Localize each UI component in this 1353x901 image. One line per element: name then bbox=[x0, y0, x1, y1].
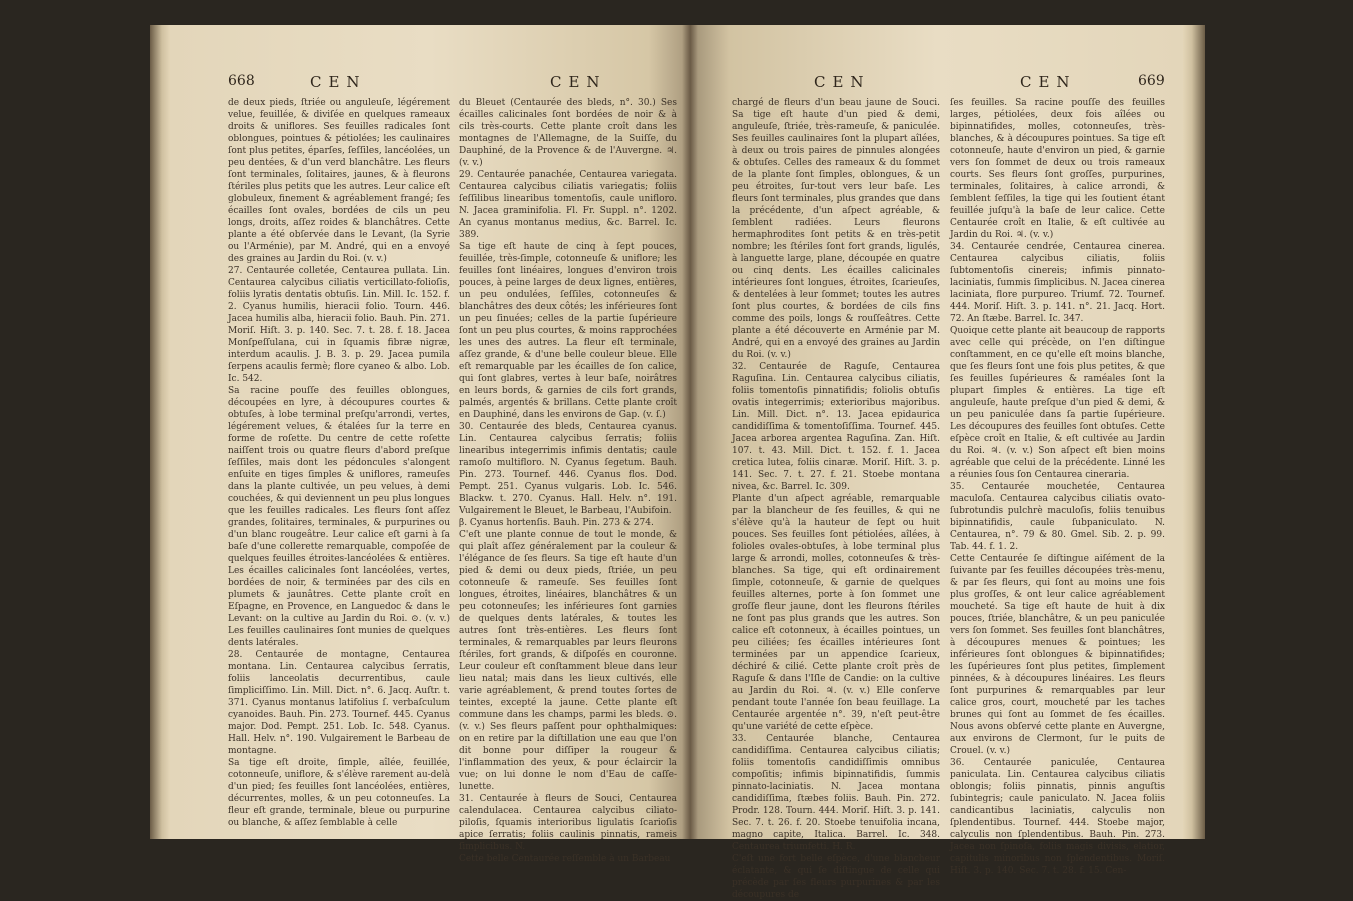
paragraph: 33. Centaurée blanche, Centaurea candidiſſima. Centaurea calycibus ciliatis; foliis tomentoſis candidiſſimis omnibus compoſitis; infimis bipinnatifidis, ſummis pinnato-laciniatis. N. Jacea montana candidiſſima, ſtæbes foliis. Bauh. Pin. 272. Prodr. 128. Tourn. 444. Moriſ. Hiſt. 3. p. 141. Sec. 7. t. 26. f. 20. Stoebe tenuifolia incana, magno capite, Italica. Barrel. Ic. 348. Centaurea triumfetti. H. R. bbox=[732, 734, 940, 852]
paragraph: Sa racine pouſſe des feuilles oblongues, découpées en lyre, à découpures courtes & obtuſes, à lobe terminal preſqu'arrondi, vertes, légérement velues, & étalées ſur la terre en forme de roſette. Du centre de cette roſette naiſſent trois ou quatre fleurs d'abord preſque ſeſſiles, mais dont les pédoncules s'alongent enſuite en tiges ſimples & uniflores, rameuſes dans la plante cultivée, un peu velues, à demi couchées, & qui deviennent un peu plus longues que les feuilles radicales. Les fleurs ſont aſſez grandes, ſolitaires, terminales, & purpurines ou d'un blanc rougeâtre. Leur calice eſt garni à ſa baſe d'une collerette remarquable, compoſée de quelques feuilles étroites-lancéolées & entières. Les écailles calicinales ſont lancéolées, vertes, bordées de noir, & terminées par des cils en plumets & jaunâtres. Cette plante croît en Eſpagne, en Provence, en Languedoc & dans le Levant: on la cultive au Jardin du Roi. ⊙. (v. v.) Les feuilles caulinaires ſont munies de quelques dents latérales. bbox=[228, 386, 450, 648]
paragraph: 32. Centaurée de Raguſe, Centaurea Raguſina. Lin. Centaurea calycibus ciliatis, foliis tomentoſis pinnatifidis; foliolis obtuſis ovatis integerrimis; exterioribus majoribus. Lin. Mill. Dict. n°. 13. Jacea epidaurica candidiſſima & tomentoſiſſima. Tournef. 445. Jacea arborea argentea Raguſina. Zan. Hiſt. 107. t. 43. Mill. Dict. t. 152. f. 1. Jacea cretica lutea, foliis cinaræ. Moriſ. Hiſt. 3. p. 141. Sec. 7. t. 27. f. 21. Stoebe montana nivea, &c. Barrel. Ic. 309. bbox=[732, 362, 940, 492]
paragraph: 31. Centaurée à fleurs de Souci, Centaurea calendulacea. Centaurea calycibus ciliato-piloſis, ſquamis interioribus ligulatis ſcarioſis apice ſerratis; foliis caulinis pinnatis, rameis ſimplicibus. N. bbox=[459, 794, 677, 852]
right-running-head-1: CEN bbox=[814, 73, 871, 91]
right-column-2 bbox=[950, 97, 1165, 876]
paragraph: chargé de fleurs d'un beau jaune de Souci. Sa tige eſt haute d'un pied & demi, anguleuſe, ſtriée, très-rameuſe, & paniculée. Ses feuilles caulinaires ſont la plupart aîlées, à deux ou trois paires de pinnules alongées & obtuſes. Celles des rameaux & du ſommet de la plante ſont ſimples, oblongues, & un peu étroites, ſur-tout vers leur baſe. Les fleurs ſont terminales, plus grandes que dans la précédente, d'un aſpect agréable, & ſemblent radiées. Leurs fleurons hermaphrodites ſont petits & en très-petit nombre; les ſtériles ſont fort grands, ligulés, à languette large, plane, découpée en quatre ou cinq dents. Les écailles calicinales intérieures ſont longues, étroites, ſcarieuſes, & dentelées à leur ſommet; toutes les autres ſont plus courtes, & bordées de cils fins comme des poils, longs & rouſſeâtres. Cette plante a été découverte en Arménie par M. André, qui en a envoyé des graines au Jardin du Roi. (v. v.) bbox=[732, 98, 940, 360]
left-page-edges bbox=[150, 25, 170, 839]
paragraph: Sa tige eſt droite, ſimple, aîlée, feuillée, cotonneuſe, uniflore, & s'élève rarement au-delà d'un pied; ſes feuilles ſont lancéolées, entières, décurrentes, molles, & un peu cotonneuſes. La fleur eſt grande, terminale, bleue ou purpurine ou blanche, & aſſez ſemblable à celle bbox=[228, 758, 450, 828]
left-column-2 bbox=[459, 97, 677, 864]
left-page-number: 668 bbox=[228, 73, 255, 89]
paragraph: 29. Centaurée panachée, Centaurea variegata. Centaurea calycibus ciliatis variegatis; foliis ſeſſilibus linearibus tomentoſis, caule unifloro. N. Jacea graminifolia. Fl. Fr. Suppl. n°. 1202. An cyanus montanus medius, &c. Barrel. Ic. 389. bbox=[459, 170, 677, 240]
right-running-head-2: CEN bbox=[1020, 73, 1077, 91]
paragraph: 35. Centaurée mouchetée, Centaurea maculoſa. Centaurea calycibus ciliatis ovato-ſubrotundis pulchrè maculoſis, foliis tenuibus bipinnatifidis, caule ſubpaniculato. N. Centaurea, n°. 79 & 80. Gmel. Sib. 2. p. 99. Tab. 44. f. 1. 2. bbox=[950, 482, 1165, 552]
left-running-head-1: CEN bbox=[310, 73, 367, 91]
right-column-1 bbox=[732, 97, 940, 900]
left-page bbox=[170, 25, 690, 864]
paragraph: Plante d'un aſpect agréable, remarquable par la blancheur de ſes feuilles, & qui ne s'élève qu'à la hauteur de ſept ou huit pouces. Ses feuilles ſont pétiolées, aîlées, à folioles ovales-obtuſes, à lobe terminal plus large & arrondi, molles, cotonneuſes & très-blanches. Sa tige, qui eſt ordinairement ſimple, cotonneuſe, & garnie de quelques feuilles alternes, porte à ſon ſommet une groſſe fleur jaune, dont les fleurons ſtériles ne ſont pas plus grands que les autres. Son calice eſt cotonneux, à écailles pointues, un peu ciliées; ſes écailles intérieures ſont terminées par un appendice ſcarieux, déchiré & cilié. Cette plante croît près de Raguſe & dans l'Iſle de Candie: on la cultive au Jardin du Roi. ♃. (v. v.) Elle conſerve pendant toute l'année ſon beau feuillage. La Centaurée argentée n°. 39, n'eſt peut-être qu'une variété de cette eſpèce. bbox=[732, 494, 940, 732]
paragraph: Cette belle Centaurée reſſemble à un Barbeau bbox=[459, 854, 671, 864]
paragraph: 30. Centaurée des bleds, Centaurea cyanus. Lin. Centaurea calycibus ſerratis; foliis linearibus integerrimis infimis dentatis; caule ramoſo multifloro. N. Cyanus ſegetum. Bauh. Pin. 273. Tournef. 446. Cyanus flos. Dod. Pempt. 251. Cyanus vulgaris. Lob. Ic. 546. Blackw. t. 270. Cyanus. Hall. Helv. n°. 191. Vulgairement le Bleuet, le Barbeau, l'Aubifoin. bbox=[459, 422, 677, 516]
right-page bbox=[690, 25, 1183, 900]
paragraph: C'eſt une fort belle eſpèce, d'une blancheur éclatante, & qui ſe diſtingue de celle qui précède par ſes fleurs purpurines & par les découpures de bbox=[732, 854, 940, 900]
paragraph: de deux pieds, ſtriée ou anguleuſe, légérement velue, feuillée, & diviſée en quelques rameaux droits & uniflores. Ses feuilles radicales ſont oblongues, pointues & pétiolées; les caulinaires ſont plus petites, éparſes, ſeſſiles, lancéolées, un peu dentées, & d'un verd blanchâtre. Les fleurs ſont terminales, ſolitaires, jaunes, & à fleurons ſtériles plus petits que les autres. Leur calice eſt globuleux, finement & agréablement frangé; ſes écailles ſont ovales, bordées de cils un peu longs, droits, aſſez roides & blanchâtres. Cette plante a été obſervée dans le Levant, (la Syrie ou l'Arménie), par M. André, qui en a envoyé des graines au Jardin du Roi. (v. v.) bbox=[228, 98, 450, 264]
left-column-1 bbox=[228, 97, 450, 855]
paragraph: 28. Centaurée de montagne, Centaurea montana. Lin. Centaurea calycibus ſerratis, foliis lanceolatis decurrentibus, caule ſimpliciſſimo. Lin. Mill. Dict. n°. 6. Jacq. Auſtr. t. 371. Cyanus montanus latifolius ſ. verbaſculum cyanoides. Bauh. Pin. 273. Tournef. 445. Cyanus major. Dod. Pempt. 251. Lob. Ic. 548. Cyanus. Hall. Helv. n°. 190. Vulgairement le Barbeau de montagne. bbox=[228, 650, 450, 756]
paragraph: β. Cyanus hortenſis. Bauh. Pin. 273 & 274. bbox=[459, 518, 654, 528]
paragraph: 36. Centaurée paniculée, Centaurea paniculata. Lin. Centaurea calycibus ciliatis oblongis; foliis pinnatis, pinnis anguſtis ſubintegris; caule paniculato. N. Jacea foliis candicantibus laciniatis, calyculis non ſplendentibus. Tournef. 444. Stoebe major, calyculis non ſplendentibus. Bauh. Pin. 273. Jacea non ſpinoſa, foliis magis divisis, elatior, capitulis minoribus non ſplendentibus. Moriſ. Hiſt. 3. p. 140. Sec. 7. t. 28. f. 15. Cen- bbox=[950, 758, 1165, 876]
right-page-edges bbox=[1183, 25, 1205, 839]
left-page-header bbox=[170, 73, 690, 93]
paragraph: 34. Centaurée cendrée, Centaurea cinerea. Centaurea calycibus ciliatis, foliis ſubtomentoſis cinereis; infimis pinnato-laciniatis, ſummis ſimplicibus. N. Jacea cinerea laciniata, flore purpureo. Triumf. 72. Tournef. 444. Moriſ. Hiſt. 3. p. 141. n°. 21. Jacq. Hort. 72. An ſtæbe. Barrel. Ic. 347. bbox=[950, 242, 1165, 324]
paragraph: du Bleuet (Centaurée des bleds, n°. 30.) Ses écailles calicinales ſont bordées de noir & à cils très-courts. Cette plante croît dans les montagnes de l'Allemagne, de la Suiſſe, du Dauphiné, de la Provence & de l'Auvergne. ♃. (v. v.) bbox=[459, 98, 677, 168]
paragraph: 27. Centaurée colletée, Centaurea pullata. Lin. Centaurea calycibus ciliatis verticillato-folioſis, foliis lyratis dentatis obtuſis. Lin. Mill. Ic. 152. f. 2. Cyanus humilis, hieracii folio. Tourn. 446. Jacea humilis alba, hieracii folio. Bauh. Pin. 271. Moriſ. Hiſt. 3. p. 140. Sec. 7. t. 28. f. 18. Jacea Monſpeſſulana, cui in ſquamis fibræ nigræ, interdum acaulis. J. B. 3. p. 29. Jacea pumila ſerpens acaulis fermè; flore cyaneo & albo. Lob. Ic. 542. bbox=[228, 266, 450, 384]
paragraph: C'eſt une plante connue de tout le monde, & qui plaît aſſez généralement par la couleur & l'élégance de ſes fleurs. Sa tige eſt haute d'un pied & demi ou deux pieds, ſtriée, un peu cotonneuſe & rameuſe. Ses feuilles ſont longues, étroites, linéaires, blanchâtres & un peu cotonneuſes; les inférieures ſont garnies de quelques dents latérales, & toutes les autres ſont très-entières. Les fleurs ſont terminales, & remarquables par leurs fleurons ſtériles, fort grands, & diſpoſés en couronne. Leur couleur eſt conſtamment bleue dans leur lieu natal; mais dans les lieux cultivés, elle varie agréablement, & prend toutes ſortes de teintes, excepté la jaune. Cette plante eſt commune dans les champs, parmi les bleds. ⊙. (v. v.) Ses fleurs paſſent pour ophthalmiques: on en retire par la diſtillation une eau que l'on dit bonne pour diſſiper la rougeur & l'inflammation des yeux, & pour éclaircir la vue; on lui donne le nom d'Eau de caſſe-lunette. bbox=[459, 530, 677, 792]
left-running-head-2: CEN bbox=[550, 73, 607, 91]
right-page-header bbox=[690, 73, 1183, 93]
paragraph: ſes feuilles. Sa racine pouſſe des feuilles larges, pétiolées, deux fois aîlées ou bipinnatifides, molles, cotonneuſes, très-blanches, & à découpures pointues. Sa tige eſt cotonneuſe, haute d'environ un pied, & garnie vers ſon ſommet de deux ou trois rameaux courts. Ses fleurs ſont groſſes, purpurines, terminales, ſolitaires, à calice arrondi, & ſemblent ſeſſiles, la tige qui les ſoutient étant feuillée juſqu'à la baſe de leur calice. Cette Centaurée croît en Italie, & eſt cultivée au Jardin du Roi. ♃. (v. v.) bbox=[950, 98, 1165, 240]
paragraph: Quoique cette plante ait beaucoup de rapports avec celle qui précède, on l'en diſtingue conſtamment, en ce qu'elle eſt moins blanche, que ſes fleurs ſont une fois plus petites, & que ſes feuilles ſupérieures & raméales ſont la plupart ſimples & entières. La tige eſt anguleuſe, haute preſque d'un pied & demi, & un peu paniculée dans ſa partie ſupérieure. Les découpures des feuilles ſont obtuſes. Cette eſpèce croît en Italie, & eſt cultivée au Jardin du Roi. ♃. (v. v.) Son aſpect eſt bien moins agréable que celui de la précédente. Linné les a réunies ſous ſon Centaurea cineraria. bbox=[950, 326, 1165, 480]
book-gutter bbox=[682, 25, 698, 839]
paragraph: Cette Centaurée ſe diſtingue aiſément de la ſuivante par ſes feuilles découpées très-menu, & par ſes fleurs, qui ſont au moins une fois plus groſſes, & ont leur calice agréablement moucheté. Sa tige eſt haute de huit à dix pouces, ſtriée, blanchâtre, & un peu paniculée vers ſon ſommet. Ses feuilles ſont blanchâtres, à découpures menues & pointues; les inférieures ſont oblongues & bipinnatifides; les ſupérieures ſont plus petites, ſimplement pinnées, & à découpures linéaires. Les fleurs ſont purpurines & remarquables par leur calice gros, court, moucheté par les taches brunes qui ſont au ſommet de ſes écailles. Nous avons obſervé cette plante en Auvergne, aux environs de Clermont, ſur le puits de Crouel. (v. v.) bbox=[950, 554, 1165, 756]
paragraph: Sa tige eſt haute de cinq à ſept pouces, feuillée, très-ſimple, cotonneuſe & uniflore; les feuilles ſont linéaires, longues d'environ trois pouces, à peine larges de deux lignes, entières, un peu ondulées, ſeſſiles, cotonneuſes & blanchâtres des deux côtés; les inférieures ſont un peu ſinuées; celles de la partie ſupérieure ſont un peu plus courtes, & moins rapprochées les unes des autres. La fleur eſt terminale, aſſez grande, & d'une belle couleur bleue. Elle eſt remarquable par les écailles de ſon calice, qui ſont glabres, vertes à leur baſe, noirâtres en leurs bords, & garnies de cils fort grands, palmés, argentés & brillans. Cette plante croît en Dauphiné, dans les environs de Gap. (v. ſ.) bbox=[459, 242, 677, 420]
right-page-number: 669 bbox=[1138, 73, 1165, 89]
